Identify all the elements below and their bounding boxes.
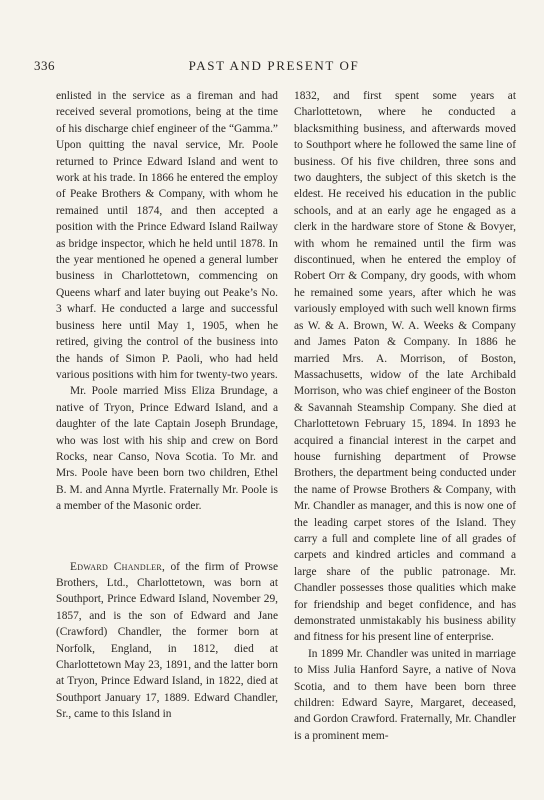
right-column (294, 88, 516, 744)
subject-name: Edward Chandler, (70, 560, 166, 573)
paragraph-chandler-intro (56, 559, 278, 723)
paragraph-chandler-intro-text: of the firm of Prowse Brothers, Ltd., Charlottetown, was born at Southport, Prince Edward Island, November 29, 1857, and is the son of Edward and Jane (Crawford) Chandler, the former born at Norfolk, England, in 1812, died at Charlottetown May 23, 1891, and the latter born at Tryon, Prince Edward Island, in 1822, died at Southport January 17, 1889. Edward Chandler, Sr., came to this Island in (56, 560, 278, 721)
section-gap (56, 515, 278, 559)
page-header (34, 58, 514, 78)
running-title: PAST AND PRESENT OF (188, 58, 360, 73)
paragraph-chandler-marriage: In 1899 Mr. Chandler was united in marriage to Miss Julia Hanford Sayre, a native of Nova Scotia, and to them have been born three children: Edward Sayre, Margaret, deceased, and Gordon Crawford. Fraternally, Mr. Chandler is a prominent mem- (294, 647, 516, 742)
left-column (56, 88, 278, 723)
paragraph-chandler-career: 1832, and first spent some years at Charlottetown, where he conducted a blacksmithing business, and afterwards moved to Southport where he followed the same line of business. Of his five children, three sons and two daughters, the subject of this sketch is the eldest. He received his education in the public schools, and at an early age he engaged as a clerk in the hardware store of Stone & Bovyer, with whom he remained until the firm was discontinued, when he entered the employ of Robert Orr & Company, dry goods, with whom he remained some years, after which he was variously employed with such well known firms as W. & A. Brown, W. A. Weeks & Company and James Paton & Company. In 1886 he married Mrs. A. Morrison, of Boston, Massachusetts, widow of the late Archibald Morrison, who was chief engineer of the Boston & Savannah Steamship Company. She died at Charlottetown February 15, 1894. In 1893 he acquired a financial interest in the carpet and house furnishing department of Prowse Brothers, the department being conducted under the name of Prowse Brothers & Company, with Mr. Chandler as manager, and this is now one of the leading carpet stores of the Island. They carry a full and complete line of all grades of carpets and kindred articles and command a large share of the public patronage. Mr. Chandler possesses those qualities which make for friendship and beget confidence, and has demonstrated unmistakably his business ability and fitness for his present line of enterprise. (294, 90, 516, 644)
paragraph-poole-marriage: Mr. Poole married Miss Eliza Brundage, a native of Tryon, Prince Edward Island, and a daughter of the late Captain Joseph Brundage, who was lost with his ship and crew on Bord Rocks, near Canso, Nova Scotia. To Mr. and Mrs. Poole have been born two children, Ethel B. M. and Anna Myrtle. Fraternally Mr. Poole is a member of the Masonic order. (56, 385, 278, 513)
paragraph-poole-career: enlisted in the service as a fireman and had received several promotions, being at the time of his discharge chief engineer of the “Gamma.” Upon quitting the naval service, Mr. Poole returned to Prince Edward Island and went to work at his trade. In 1866 he entered the employ of Peake Brothers & Company, with whom he remained until 1874, and then accepted a position with the Prince Edward Island Railway as bridge inspector, which he held until 1878. In the year mentioned he opened a general lumber business in Charlottetown, commencing on Queens wharf and later buying out Peake’s No. 3 wharf. He conducted a large and successful business here until May 1, 1905, when he retired, giving the control of the business into the hands of Simon P. Paoli, who had held various positions with him for twenty-two years. (56, 90, 278, 381)
page-number: 336 (34, 58, 55, 73)
